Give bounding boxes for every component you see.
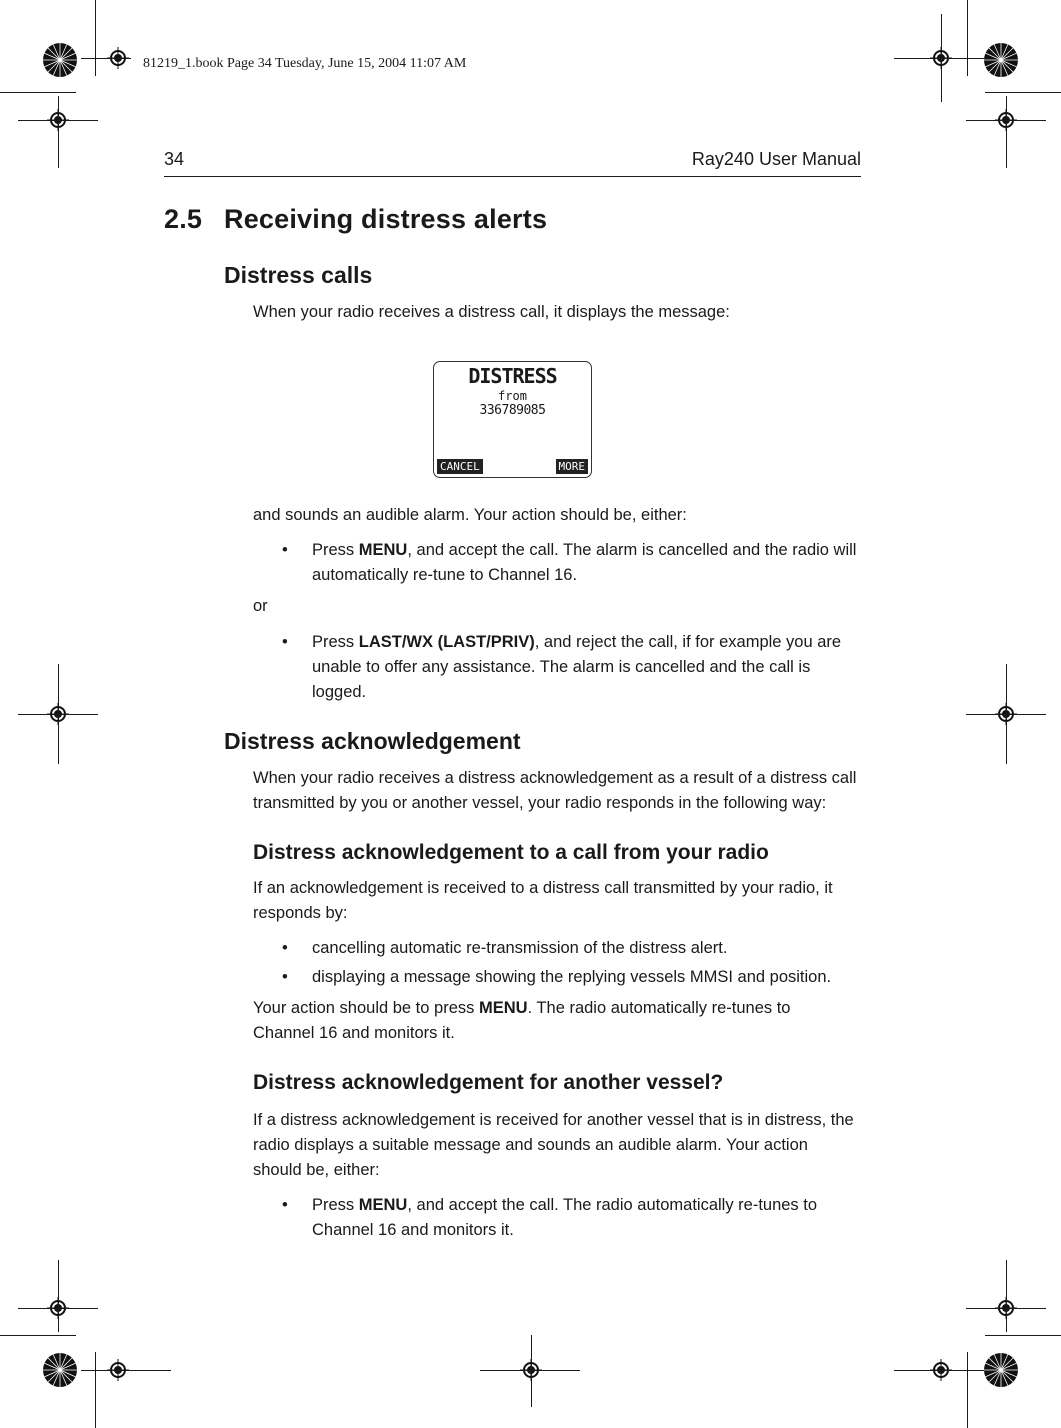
crop-mark: [967, 1352, 968, 1428]
bullet: •: [282, 968, 288, 986]
display-more-softkey: MORE: [556, 459, 589, 474]
key-menu: MENU: [478, 999, 528, 1017]
paragraph: If an acknowledgement is received to a distress call transmitted by your radio, it responds by:: [253, 879, 833, 922]
header-rule: [164, 176, 861, 177]
crop-mark: [81, 58, 131, 59]
crop-mark: [966, 1308, 1046, 1309]
key-menu: MENU: [358, 541, 408, 559]
key-menu: MENU: [358, 1196, 408, 1214]
display-cancel-softkey: CANCEL: [437, 459, 483, 474]
crop-mark: [81, 1370, 171, 1371]
paragraph: Your action should be to press MENU. The radio automatically re-tunes to Channel 16 and monitors it.: [253, 999, 791, 1042]
crop-mark: [967, 0, 968, 76]
star-target-icon: [42, 1352, 78, 1388]
heading-distress-ack: Distress acknowledgement: [224, 728, 521, 754]
paragraph: When your radio receives a distress acknowledgement as a result of a distress call transmitted by you or another vessel, your radio responds in the following way:: [253, 769, 857, 812]
paragraph: When your radio receives a distress call, it displays the message:: [253, 303, 730, 321]
crop-mark: [58, 96, 59, 168]
display-mmsi: 336789085: [479, 403, 546, 418]
bullet: •: [282, 939, 288, 957]
crop-mark: [985, 92, 1061, 93]
crop-mark: [95, 0, 96, 76]
crop-mark: [95, 1352, 96, 1428]
bullet: •: [282, 633, 288, 651]
crop-mark: [18, 120, 98, 121]
heading-ack-own: Distress acknowledgement to a call from your radio: [253, 841, 769, 864]
page-number: 34: [164, 149, 185, 169]
crop-mark: [18, 1308, 98, 1309]
display-from: from: [498, 389, 527, 403]
section-title: Receiving distress alerts: [224, 204, 548, 234]
crop-mark: [531, 1335, 532, 1407]
crop-mark: [941, 14, 942, 102]
crop-mark: [894, 58, 984, 59]
section-heading: [164, 204, 547, 235]
crop-mark: [1006, 96, 1007, 168]
section-number: 2.5: [164, 204, 203, 234]
heading-ack-other: Distress acknowledgement for another vessel?: [253, 1071, 724, 1094]
crop-mark: [966, 714, 1046, 715]
crop-mark: [1006, 1260, 1007, 1332]
crop-mark: [480, 1370, 580, 1371]
crop-mark: [894, 1370, 984, 1371]
option-menu: Press MENU, and accept the call. The alarm is cancelled and the radio will automatically re-tune to Channel 16.: [312, 541, 857, 584]
key-last-wx: LAST/WX (LAST/PRIV): [358, 633, 535, 651]
crop-mark: [0, 92, 76, 93]
crop-mark: [985, 1335, 1061, 1336]
crop-mark: [0, 1335, 76, 1336]
heading-distress-calls: Distress calls: [224, 262, 373, 288]
crop-mark: [966, 120, 1046, 121]
list-item: displaying a message showing the replying vessels MMSI and position.: [312, 968, 832, 986]
print-stamp: 81219_1.book Page 34 Tuesday, June 15, 2004 11:07 AM: [143, 56, 467, 71]
paragraph-or: or: [253, 597, 268, 615]
option-last-wx: Press LAST/WX (LAST/PRIV), and reject the call, if for example you are unable to offer any assistance. The alarm is cancelled and the call is logged.: [312, 633, 842, 701]
bullet: •: [282, 541, 288, 559]
crop-mark: [58, 1260, 59, 1332]
star-target-icon: [983, 42, 1019, 78]
list-item: cancelling automatic re-transmission of the distress alert.: [312, 939, 728, 957]
star-target-icon: [42, 42, 78, 78]
radio-display: [433, 361, 592, 478]
star-target-icon: [983, 1352, 1019, 1388]
display-title: DISTRESS: [468, 364, 557, 388]
option-menu: Press MENU, and accept the call. The radio automatically re-tunes to Channel 16 and monitors it.: [312, 1196, 818, 1239]
paragraph: If a distress acknowledgement is received for another vessel that is in distress, the radio displays a suitable message and sounds an audible alarm. Your action should be, either:: [253, 1111, 854, 1179]
paragraph: and sounds an audible alarm. Your action should be, either:: [253, 506, 687, 524]
manual-title: Ray240 User Manual: [691, 149, 861, 169]
crop-mark: [18, 714, 98, 715]
bullet: •: [282, 1196, 288, 1214]
